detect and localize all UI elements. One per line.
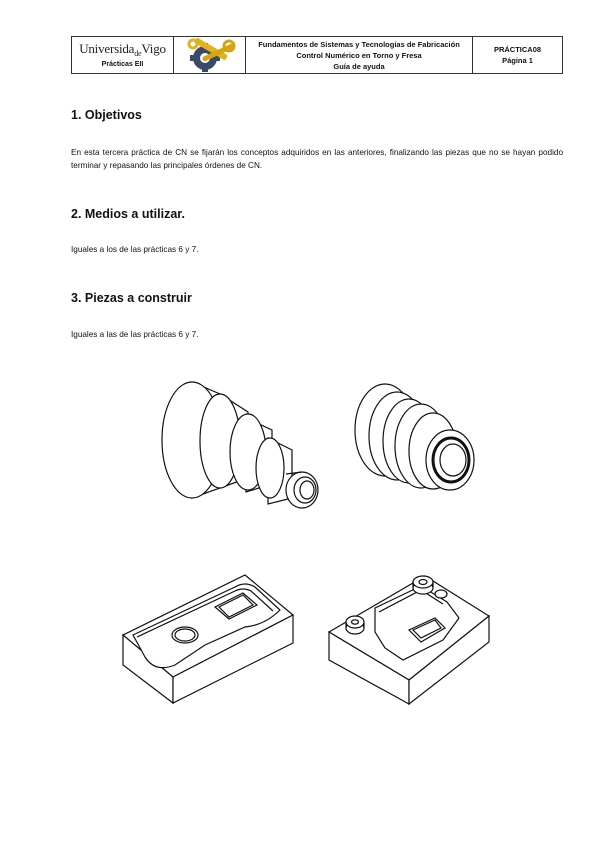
header-subtitle: Prácticas EII — [101, 61, 144, 68]
turned-part-1-image — [150, 370, 330, 520]
section-piezas-title: 3. Piezas a construir — [71, 291, 192, 305]
course-subtitle: Control Numérico en Torno y Fresa — [296, 50, 422, 60]
page-number: Página 1 — [502, 56, 533, 65]
tools-gear-icon — [179, 38, 241, 72]
milled-part-2-image — [325, 568, 495, 708]
practice-number: PRÁCTICA08 — [493, 45, 542, 54]
section-objetivos-text: En esta tercera práctica de CN se fijarán los conceptos adquiridos en las anteriores, finalizando las piezas que no se hayan podido terminar y repasando las principales órdenes de CN. — [71, 148, 563, 170]
section-piezas-text: Iguales a las de las prácticas 6 y 7. — [71, 330, 199, 339]
section-medios-title: 2. Medios a utilizar. — [71, 207, 185, 221]
page-header — [71, 36, 563, 74]
logo-cell — [174, 37, 246, 73]
section-medios-text: Iguales a los de las prácticas 6 y 7. — [71, 245, 199, 254]
turned-part-2-image — [345, 378, 485, 503]
university-logo: Universida$_{de}$Vigo — [79, 41, 166, 58]
practice-cell — [473, 37, 562, 73]
milled-part-1-image — [115, 565, 305, 705]
course-title: Fundamentos de Sistemas y Tecnologías de Fabricación — [258, 39, 460, 49]
section-objetivos-title: 1. Objetivos — [71, 108, 142, 122]
university-cell — [72, 37, 174, 73]
course-cell — [246, 37, 473, 73]
guide-label: Guía de ayuda — [333, 61, 385, 71]
